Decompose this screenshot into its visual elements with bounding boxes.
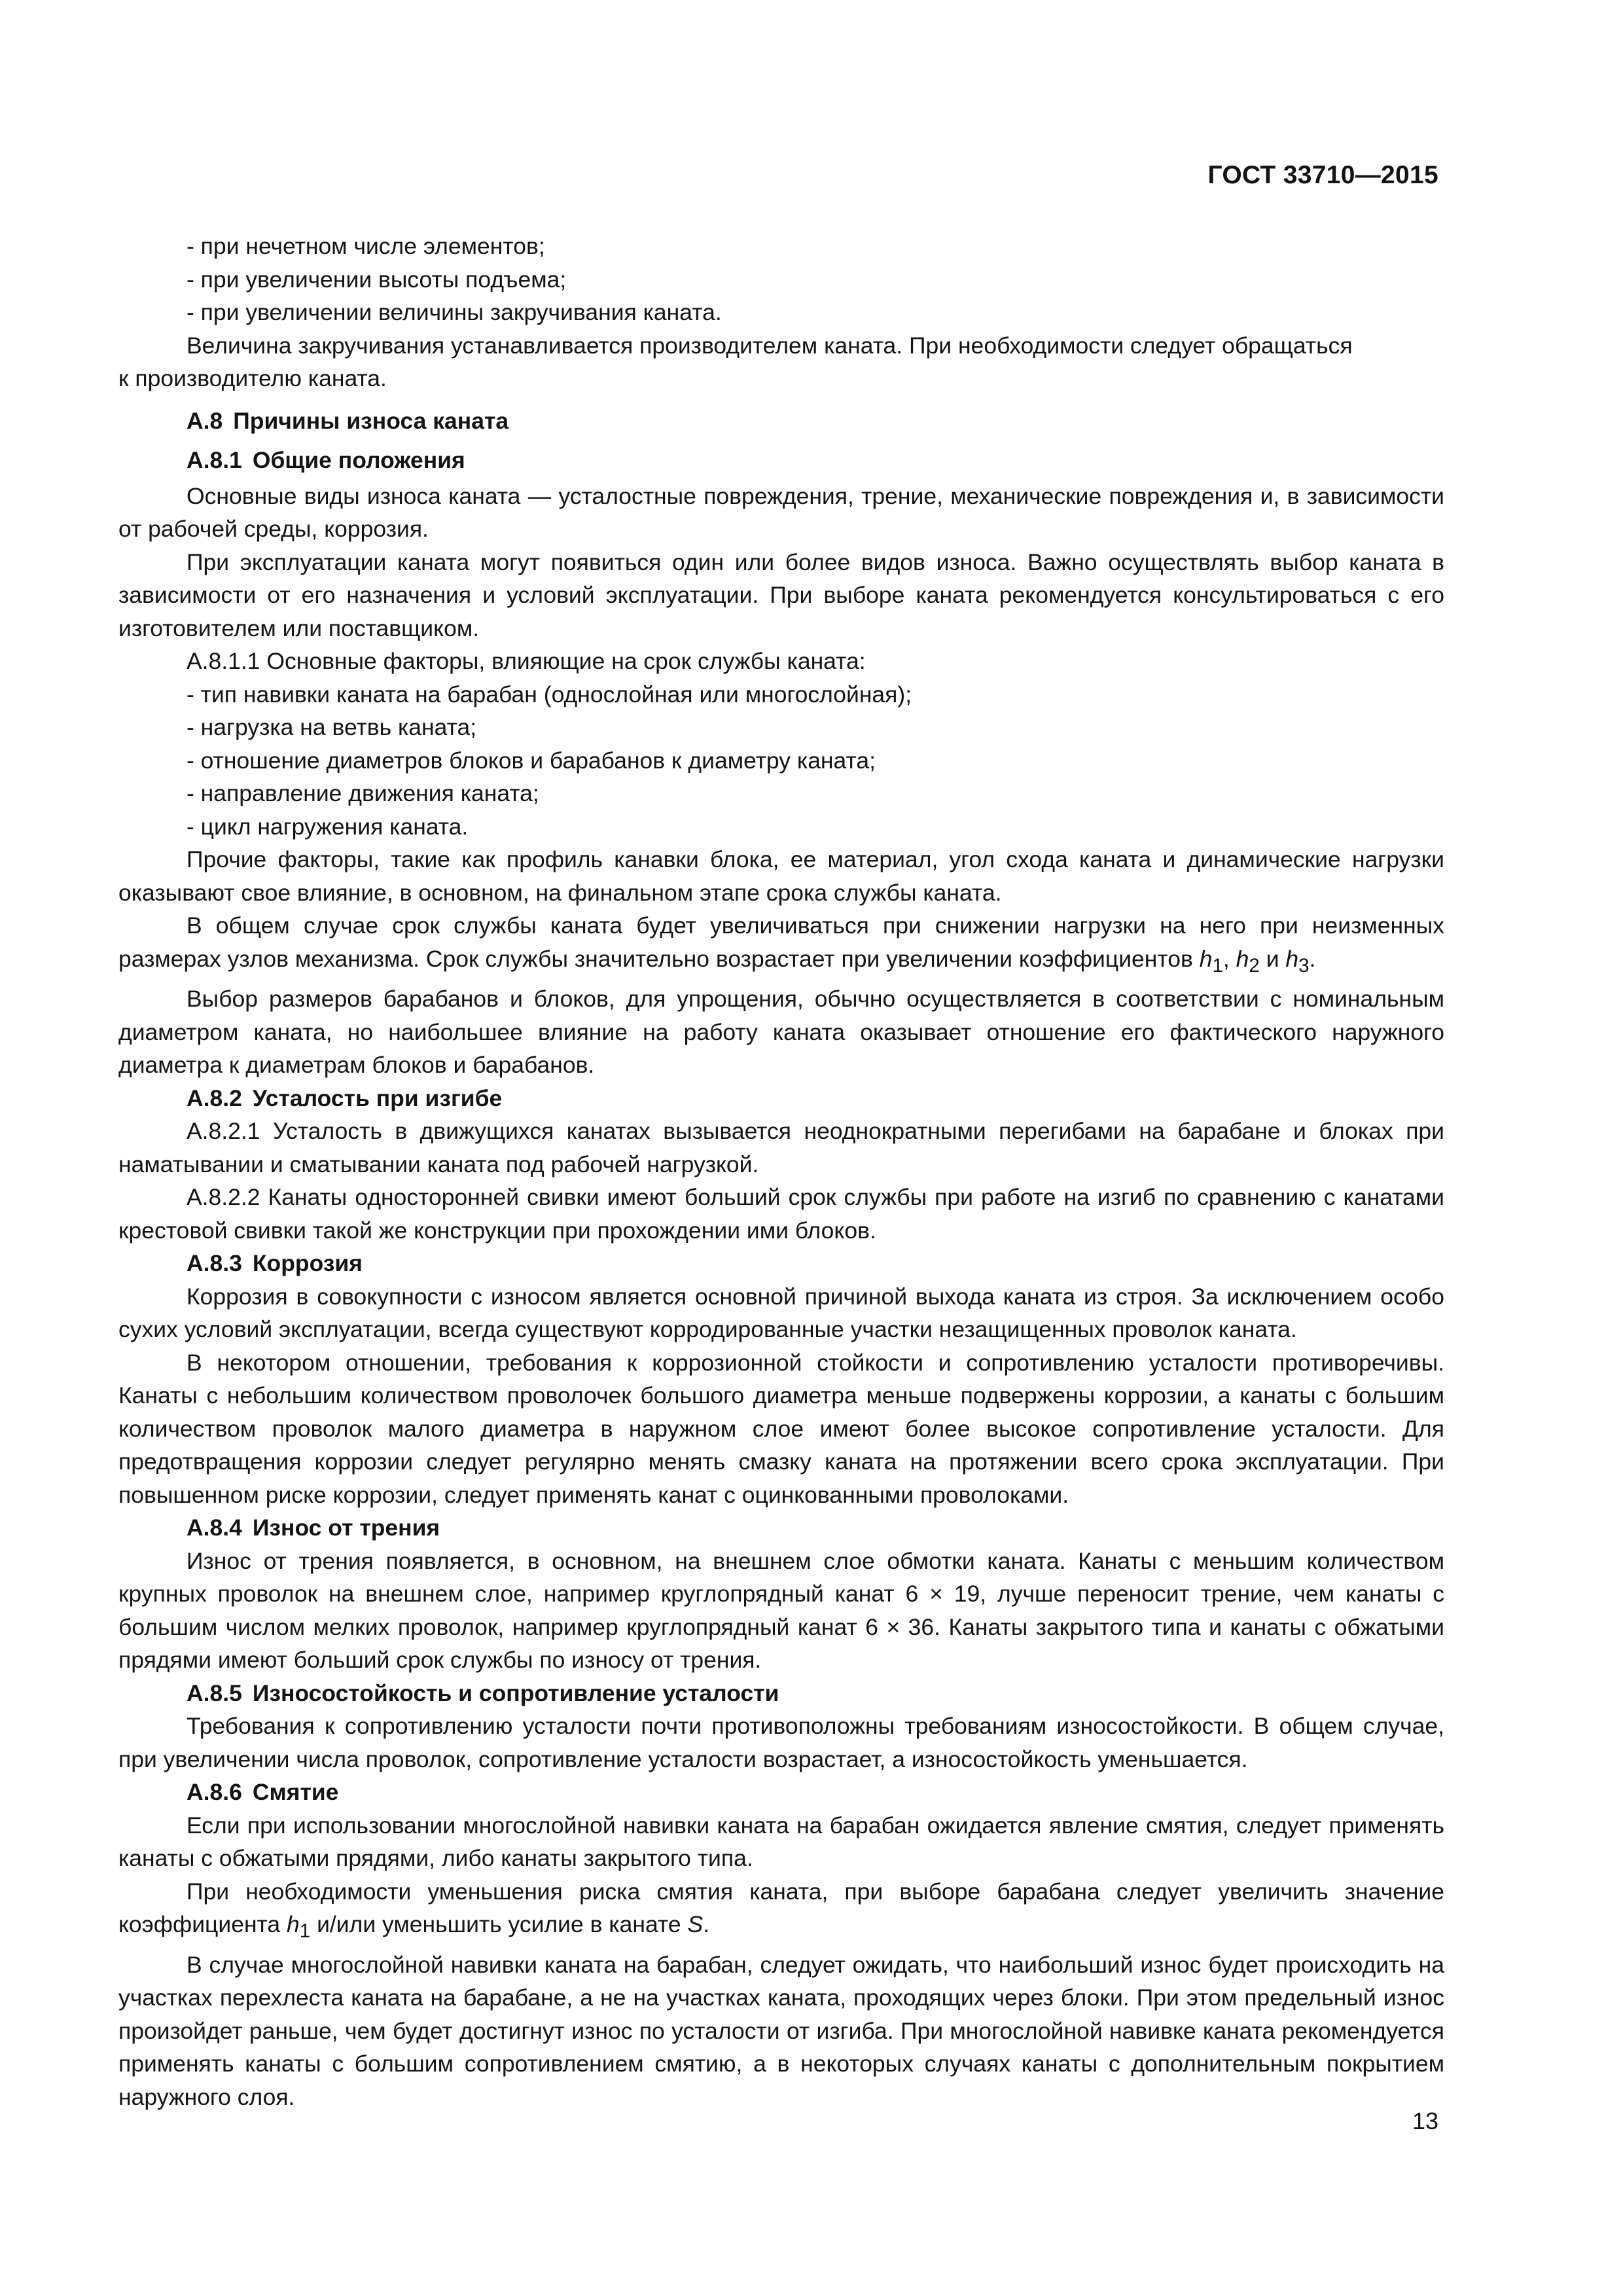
section-title: Износостойкость и сопротивление усталости	[252, 1679, 779, 1706]
coefficient-symbol: h	[1236, 945, 1249, 972]
section-number: А.8.5	[187, 1679, 242, 1706]
list-item: - при увеличении высоты подъема;	[187, 266, 567, 293]
section-number: А.8	[187, 407, 223, 434]
section-heading-a86	[118, 1776, 1444, 1809]
text-run: При необходимости уменьшения риска смятия каната, при выборе барабана следует увеличить значение коэффициента	[118, 1878, 1444, 1938]
section-number: А.8.6	[187, 1779, 242, 1806]
section-title: Общие положения	[252, 447, 465, 473]
document-body	[118, 230, 1444, 2113]
section-heading-a85	[118, 1677, 1444, 1710]
force-symbol: S	[687, 1911, 704, 1938]
coefficient-symbol: h	[1285, 945, 1299, 972]
paragraph: В случае многослойной навивки каната на барабан, следует ожидать, что наибольший износ будет происходить на участках перехлеста каната на барабане, а не на участках каната, проходящих через блоки. При этом предельный износ произойдет раньше, чем будет достигнут износ по усталости от изгиба. При многослойной навивке каната рекомендуется применять канаты с большим сопротивлением смятию, а в некоторых случаях канаты с дополнительным покрытием наружного слоя.	[118, 1951, 1444, 2110]
section-title: Коррозия	[252, 1250, 363, 1277]
section-heading-a8	[118, 404, 1444, 438]
section-heading-a81	[118, 444, 1444, 477]
list-item: - при увеличении величины закручивания каната.	[187, 299, 722, 325]
paragraph-service-life	[118, 909, 1444, 982]
paragraph: Если при использовании многослойной навивки каната на барабан ожидается явление смятия, следует применять канаты с обжатыми прядями, либо канаты закрытого типа.	[118, 1812, 1444, 1872]
paragraph: Коррозия в совокупности с износом является основной причиной выхода каната из строя. За исключением особо сухих условий эксплуатации, всегда существуют корродированные участки незащищенных проволок каната.	[118, 1283, 1444, 1343]
document-header-code: ГОСТ 33710—2015	[1207, 161, 1438, 189]
paragraph: Основные виды износа каната — усталостные повреждения, трение, механические повреждения и, в зависимости от рабочей среды, коррозия.	[118, 482, 1444, 542]
section-title: Причины износа каната	[233, 407, 509, 434]
text-run: и/или уменьшить усилие в канате	[310, 1911, 688, 1938]
subscript: 3	[1298, 954, 1310, 977]
section-number: А.8.4	[187, 1515, 242, 1541]
paragraph: В некотором отношении, требования к коррозионной стойкости и сопротивлению усталости противоречивы. Канаты с небольшим количеством проволочек большого диаметра меньше подвержены коррозии, а канаты с большим количеством проволок малого диаметра в наружном слое имеют более высокое сопротивление усталости. Для предотвращения коррозии следует регулярно менять смазку каната на протяжении всего срока эксплуатации. При повышенном риске коррозии, следует применять канат с оцинкованными проволоками.	[118, 1349, 1444, 1508]
section-number: А.8.1	[187, 447, 242, 473]
text-run: .	[703, 1911, 709, 1938]
section-heading-a84	[118, 1511, 1444, 1545]
text-run: В общем случае срок службы каната будет увеличиваться при снижении нагрузки на него при неизменных размерах узлов механизма. Срок службы значительно возрастает при увеличении коэффициентов	[118, 912, 1444, 972]
section-number: А.8.2	[187, 1085, 242, 1111]
text-run: .	[1309, 945, 1316, 972]
page-number: 13	[1412, 2108, 1438, 2134]
section-heading-a82	[118, 1082, 1444, 1115]
paragraph-drum-choice	[118, 1875, 1444, 1948]
section-number: А.8.3	[187, 1250, 242, 1277]
list-item: - при нечетном числе элементов;	[187, 233, 545, 259]
section-title: Износ от трения	[252, 1515, 440, 1541]
paragraph: При эксплуатации каната могут появиться один или более видов износа. Важно осуществлять выбор каната в зависимости от его назначения и условий эксплуатации. При выборе каната рекомендуется консультироваться с его изготовителем или поставщиком.	[118, 548, 1444, 641]
section-title: Смятие	[252, 1779, 339, 1806]
paragraph-a811: А.8.1.1 Основные факторы, влияющие на срок службы каната:	[187, 648, 866, 674]
paragraph: Требования к сопротивлению усталости почти противоположны требованиям износостойкости. В общем случае, при увеличении числа проволок, сопротивление усталости возрастает, а износостойкость уменьшается.	[118, 1713, 1444, 1772]
list-item: - цикл нагружения каната.	[187, 813, 469, 840]
list-item: - отношение диаметров блоков и барабанов к диаметру каната;	[187, 747, 876, 774]
list-item: - тип навивки каната на барабан (однослойная или многослойная);	[187, 681, 912, 708]
paragraph: Прочие факторы, такие как профиль канавки блока, ее материал, угол схода каната и динамические нагрузки оказывают свое влияние, в основном, на финальном этапе срока службы каната.	[118, 846, 1444, 906]
coefficient-symbol: h	[287, 1911, 300, 1938]
text-line: к производителю каната.	[118, 365, 387, 391]
section-heading-a83	[118, 1247, 1444, 1280]
list-item: - нагрузка на ветвь каната;	[187, 714, 477, 740]
text-run: ,	[1222, 945, 1236, 972]
coefficient-symbol: h	[1199, 945, 1213, 972]
list-item: - направление движения каната;	[187, 780, 539, 806]
subscript: 2	[1249, 954, 1260, 977]
text-run: и	[1259, 945, 1286, 972]
paragraph: А.8.2.2 Канаты односторонней свивки имеют больший срок службы при работе на изгиб по сравнению с канатами крестовой свивки такой же конструкции при прохождении ими блоков.	[118, 1184, 1444, 1244]
paragraph-twist-note	[118, 329, 1444, 395]
section-title: Усталость при изгибе	[252, 1085, 503, 1111]
subscript: 1	[299, 1920, 311, 1943]
text-line: Величина закручивания устанавливается производителем каната. При необходимости следует обращаться	[187, 332, 1353, 359]
paragraph: Выбор размеров барабанов и блоков, для упрощения, обычно осуществляется в соответствии с номинальным диаметром каната, но наибольшее влияние на работу каната оказывает отношение его фактического наружного диаметра к диаметрам блоков и барабанов.	[118, 986, 1444, 1079]
paragraph: Износ от трения появляется, в основном, на внешнем слое обмотки каната. Канаты с меньшим количеством крупных проволок на внешнем слое, например круглопрядный канат 6 × 19, лучше переносит трение, чем канаты с большим числом мелких проволок, например круглопрядный канат 6 × 36. Канаты закрытого типа и канаты с обжатыми прядями имеют больший срок службы по износу от трения.	[118, 1547, 1444, 1674]
paragraph: А.8.2.1 Усталость в движущихся канатах вызывается неоднократными перегибами на барабане и блоках при наматывании и сматывании каната под рабочей нагрузкой.	[118, 1118, 1444, 1177]
subscript: 1	[1212, 954, 1223, 977]
